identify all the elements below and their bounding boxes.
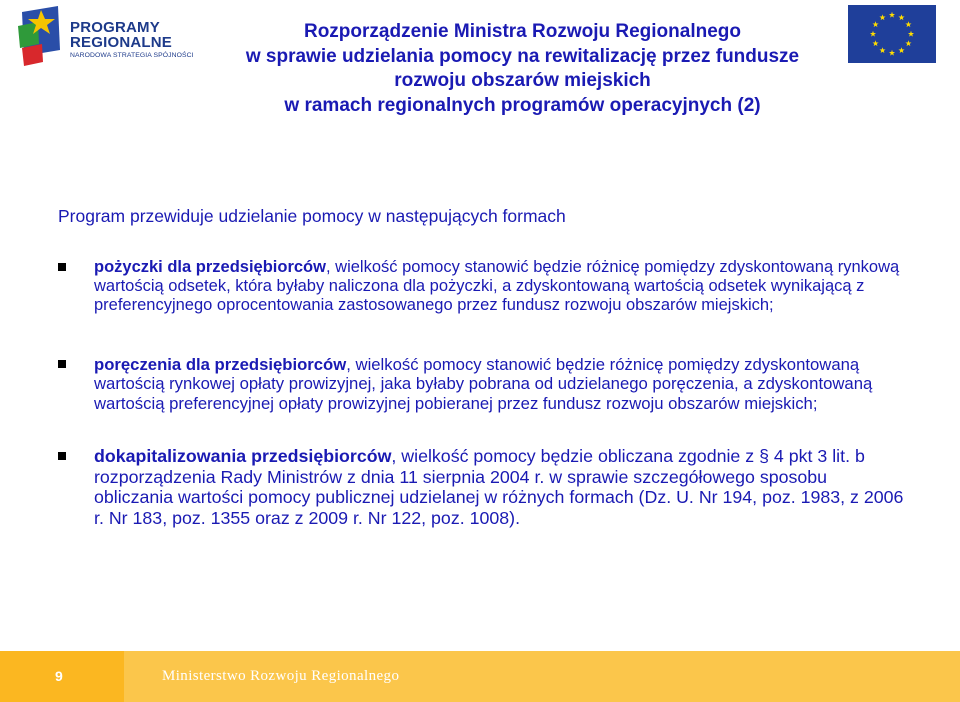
square-bullet-icon (58, 263, 66, 271)
list-item-poreczenia (58, 355, 908, 414)
page-number: 9 (55, 668, 63, 684)
item-heading: poręczenia dla przedsiębiorców (94, 354, 347, 374)
item-description: , wielkość pomocy będzie obliczana zgodnie z § 4 pkt 3 lit. b rozporządzenia Rady Ministrów z dnia 11 sierpnia 2004 r. w sprawie szczegółowego sposobu obliczania wartości pomocy publicznej udzielanej w różnych formach (Dz. U. Nr 194, poz. 1983, z 2006 r. Nr 183, poz. 1355 oraz z 2009 r. Nr 122, poz. 1008). (94, 446, 904, 528)
square-bullet-icon (58, 360, 66, 368)
eu-flag-icon (848, 5, 936, 63)
item-description: , wielkość pomocy stanowić będzie różnicę pomiędzy zdyskontowaną wartością rynkowej opłaty prowizyjnej, jaka byłaby pobrana od udzielanego poręczenia, a zdyskontowaną wartością preferencyjnej opłaty prowizyjnej pobieranej przez fundusz rozwoju obszarów miejskich; (94, 354, 873, 413)
list-item-pozyczki (58, 258, 908, 316)
programy-regionalne-logo (8, 4, 213, 68)
logo-subtitle: NARODOWA STRATEGIA SPÓJNOŚCI (70, 52, 194, 59)
title-line-2: w sprawie udzielania pomocy na rewitalizację przez fundusze (245, 45, 800, 67)
item-description: , wielkość pomocy stanowić będzie różnicę pomiędzy zdyskontowaną rynkową wartością odsetek, która byłaby naliczona dla pożyczki, a zdyskontowaną wartością odsetek wynikającą z preferencyjnego oprocentowania zastosowanego przez fundusz rozwoju obszarów miejskich; (94, 258, 900, 315)
logo-line-regionalne: REGIONALNE (70, 34, 173, 51)
intro-text: Program przewiduje udzielanie pomocy w następujących formach (58, 206, 566, 226)
forms-list (58, 258, 908, 528)
star-flag-icon (8, 4, 66, 68)
title-line-1: Rozporządzenie Ministra Rozwoju Regionalnego (303, 21, 742, 42)
title-line-4: w ramach regionalnych programów operacyjnych (2) (284, 94, 761, 116)
item-heading: pożyczki dla przedsiębiorców (94, 258, 326, 276)
logo-line-programy: PROGRAMY (70, 19, 160, 36)
title-line-3: rozwoju obszarów miejskich (394, 70, 651, 91)
list-item-dokapitalizowanie (58, 446, 908, 528)
footer-ministry: Ministerstwo Rozwoju Regionalnego (162, 668, 400, 684)
square-bullet-icon (58, 452, 66, 460)
footer-bar (0, 651, 960, 702)
slide-title (215, 20, 830, 118)
item-heading: dokapitalizowania przedsiębiorców (94, 446, 392, 467)
